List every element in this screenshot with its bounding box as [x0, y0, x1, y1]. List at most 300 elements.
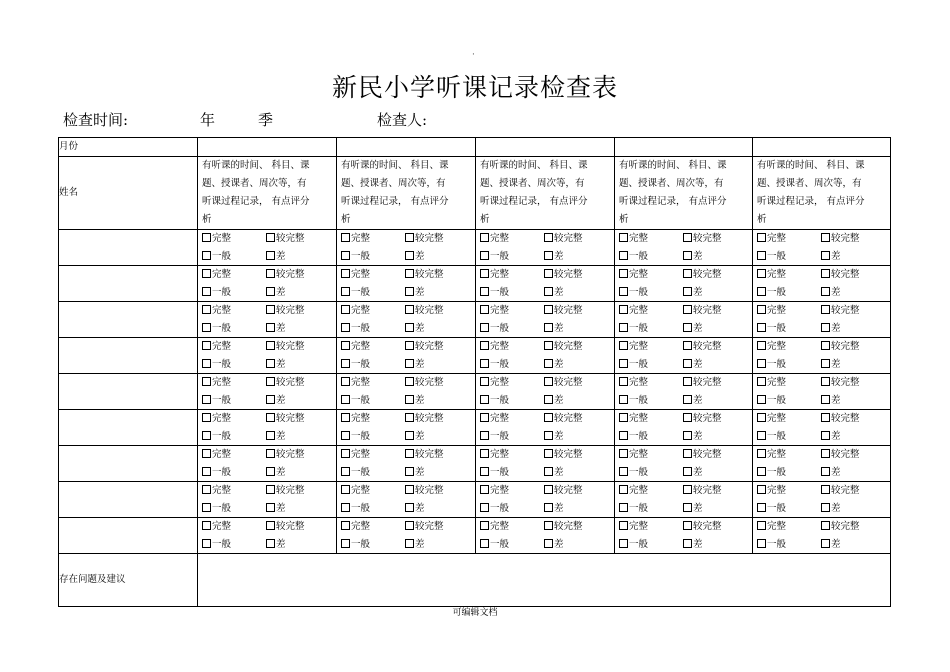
teacher-name-cell[interactable]	[59, 446, 198, 482]
checkbox-icon[interactable]	[405, 413, 414, 422]
checkbox-icon[interactable]	[757, 269, 766, 278]
checkbox-icon[interactable]	[266, 233, 275, 242]
complete-option[interactable]	[341, 446, 405, 464]
checkbox-icon[interactable]	[202, 485, 211, 494]
checkbox-icon[interactable]	[405, 521, 414, 530]
checkbox-icon[interactable]	[341, 341, 350, 350]
poor-option[interactable]	[821, 284, 841, 302]
checkbox-icon[interactable]	[405, 251, 414, 260]
complete-option[interactable]	[757, 338, 821, 356]
checkbox-icon[interactable]	[619, 251, 628, 260]
average-option[interactable]	[757, 284, 821, 302]
complete-option[interactable]	[202, 410, 266, 428]
fairly-complete-option[interactable]	[821, 518, 860, 536]
checkbox-icon[interactable]	[266, 521, 275, 530]
checkbox-icon[interactable]	[341, 467, 350, 476]
average-option[interactable]	[202, 248, 266, 266]
checkbox-icon[interactable]	[757, 287, 766, 296]
checkbox-icon[interactable]	[266, 341, 275, 350]
checkbox-icon[interactable]	[683, 305, 692, 314]
average-option[interactable]	[757, 392, 821, 410]
fairly-complete-option[interactable]	[266, 266, 305, 284]
checkbox-icon[interactable]	[683, 467, 692, 476]
checkbox-icon[interactable]	[544, 359, 553, 368]
average-option[interactable]	[757, 536, 821, 554]
checkbox-icon[interactable]	[544, 467, 553, 476]
fairly-complete-option[interactable]	[266, 338, 305, 356]
checkbox-icon[interactable]	[405, 467, 414, 476]
fairly-complete-option[interactable]	[683, 302, 722, 320]
checkbox-icon[interactable]	[341, 521, 350, 530]
checkbox-icon[interactable]	[757, 359, 766, 368]
poor-option[interactable]	[821, 500, 841, 518]
checkbox-icon[interactable]	[480, 449, 489, 458]
checkbox-icon[interactable]	[266, 377, 275, 386]
checkbox-icon[interactable]	[341, 305, 350, 314]
teacher-name-cell[interactable]	[59, 410, 198, 446]
checkbox-icon[interactable]	[619, 395, 628, 404]
checkbox-icon[interactable]	[619, 305, 628, 314]
complete-option[interactable]	[619, 266, 683, 284]
checkbox-icon[interactable]	[480, 305, 489, 314]
checkbox-icon[interactable]	[202, 431, 211, 440]
checkbox-icon[interactable]	[757, 485, 766, 494]
fairly-complete-option[interactable]	[683, 482, 722, 500]
complete-option[interactable]	[341, 338, 405, 356]
complete-option[interactable]	[757, 374, 821, 392]
poor-option[interactable]	[544, 536, 564, 554]
complete-option[interactable]	[341, 410, 405, 428]
average-option[interactable]	[757, 248, 821, 266]
average-option[interactable]	[619, 428, 683, 446]
average-option[interactable]	[341, 428, 405, 446]
checkbox-icon[interactable]	[683, 233, 692, 242]
checkbox-icon[interactable]	[202, 539, 211, 548]
checkbox-icon[interactable]	[266, 485, 275, 494]
checkbox-icon[interactable]	[341, 503, 350, 512]
checkbox-icon[interactable]	[480, 269, 489, 278]
poor-option[interactable]	[683, 248, 703, 266]
fairly-complete-option[interactable]	[405, 482, 444, 500]
fairly-complete-option[interactable]	[405, 374, 444, 392]
checkbox-icon[interactable]	[544, 395, 553, 404]
complete-option[interactable]	[757, 302, 821, 320]
checkbox-icon[interactable]	[341, 413, 350, 422]
fairly-complete-option[interactable]	[821, 302, 860, 320]
checkbox-icon[interactable]	[405, 359, 414, 368]
checkbox-icon[interactable]	[480, 359, 489, 368]
checkbox-icon[interactable]	[202, 449, 211, 458]
checkbox-icon[interactable]	[480, 431, 489, 440]
average-option[interactable]	[202, 536, 266, 554]
checkbox-icon[interactable]	[341, 431, 350, 440]
average-option[interactable]	[619, 356, 683, 374]
checkbox-icon[interactable]	[683, 395, 692, 404]
fairly-complete-option[interactable]	[821, 374, 860, 392]
checkbox-icon[interactable]	[619, 233, 628, 242]
checkbox-icon[interactable]	[544, 485, 553, 494]
checkbox-icon[interactable]	[405, 377, 414, 386]
checkbox-icon[interactable]	[341, 269, 350, 278]
poor-option[interactable]	[544, 284, 564, 302]
checkbox-icon[interactable]	[480, 341, 489, 350]
checkbox-icon[interactable]	[405, 395, 414, 404]
checkbox-icon[interactable]	[266, 431, 275, 440]
month-cell[interactable]	[753, 138, 891, 157]
poor-option[interactable]	[683, 500, 703, 518]
checkbox-icon[interactable]	[683, 539, 692, 548]
checkbox-icon[interactable]	[480, 323, 489, 332]
complete-option[interactable]	[619, 230, 683, 248]
poor-option[interactable]	[405, 248, 425, 266]
checkbox-icon[interactable]	[341, 485, 350, 494]
fairly-complete-option[interactable]	[405, 302, 444, 320]
checkbox-icon[interactable]	[619, 323, 628, 332]
average-option[interactable]	[619, 320, 683, 338]
average-option[interactable]	[480, 320, 544, 338]
checkbox-icon[interactable]	[480, 503, 489, 512]
checkbox-icon[interactable]	[266, 449, 275, 458]
checkbox-icon[interactable]	[821, 377, 830, 386]
average-option[interactable]	[480, 248, 544, 266]
fairly-complete-option[interactable]	[821, 338, 860, 356]
checkbox-icon[interactable]	[480, 233, 489, 242]
checkbox-icon[interactable]	[757, 431, 766, 440]
complete-option[interactable]	[480, 446, 544, 464]
poor-option[interactable]	[544, 464, 564, 482]
checkbox-icon[interactable]	[480, 251, 489, 260]
average-option[interactable]	[202, 500, 266, 518]
checkbox-icon[interactable]	[544, 269, 553, 278]
checkbox-icon[interactable]	[405, 269, 414, 278]
checkbox-icon[interactable]	[757, 323, 766, 332]
checkbox-icon[interactable]	[202, 467, 211, 476]
fairly-complete-option[interactable]	[544, 266, 583, 284]
checkbox-icon[interactable]	[202, 377, 211, 386]
checkbox-icon[interactable]	[544, 377, 553, 386]
checkbox-icon[interactable]	[619, 467, 628, 476]
complete-option[interactable]	[619, 374, 683, 392]
average-option[interactable]	[202, 320, 266, 338]
poor-option[interactable]	[821, 392, 841, 410]
complete-option[interactable]	[619, 446, 683, 464]
checkbox-icon[interactable]	[757, 377, 766, 386]
teacher-name-cell[interactable]	[59, 518, 198, 554]
checkbox-icon[interactable]	[757, 413, 766, 422]
average-option[interactable]	[202, 464, 266, 482]
checkbox-icon[interactable]	[202, 323, 211, 332]
checkbox-icon[interactable]	[266, 395, 275, 404]
checkbox-icon[interactable]	[202, 521, 211, 530]
average-option[interactable]	[757, 320, 821, 338]
fairly-complete-option[interactable]	[683, 338, 722, 356]
checkbox-icon[interactable]	[619, 377, 628, 386]
complete-option[interactable]	[757, 410, 821, 428]
poor-option[interactable]	[544, 500, 564, 518]
fairly-complete-option[interactable]	[266, 518, 305, 536]
poor-option[interactable]	[544, 356, 564, 374]
fairly-complete-option[interactable]	[544, 482, 583, 500]
checkbox-icon[interactable]	[202, 341, 211, 350]
fairly-complete-option[interactable]	[544, 230, 583, 248]
checkbox-icon[interactable]	[544, 287, 553, 296]
poor-option[interactable]	[266, 248, 286, 266]
checkbox-icon[interactable]	[266, 269, 275, 278]
complete-option[interactable]	[202, 266, 266, 284]
checkbox-icon[interactable]	[266, 359, 275, 368]
poor-option[interactable]	[405, 536, 425, 554]
checkbox-icon[interactable]	[341, 359, 350, 368]
fairly-complete-option[interactable]	[683, 230, 722, 248]
average-option[interactable]	[341, 464, 405, 482]
fairly-complete-option[interactable]	[266, 482, 305, 500]
checkbox-icon[interactable]	[757, 539, 766, 548]
complete-option[interactable]	[619, 410, 683, 428]
checkbox-icon[interactable]	[202, 233, 211, 242]
poor-option[interactable]	[544, 428, 564, 446]
checkbox-icon[interactable]	[757, 305, 766, 314]
checkbox-icon[interactable]	[202, 503, 211, 512]
poor-option[interactable]	[266, 536, 286, 554]
complete-option[interactable]	[757, 230, 821, 248]
average-option[interactable]	[757, 428, 821, 446]
fairly-complete-option[interactable]	[821, 266, 860, 284]
fairly-complete-option[interactable]	[266, 374, 305, 392]
checkbox-icon[interactable]	[266, 251, 275, 260]
teacher-name-cell[interactable]	[59, 482, 198, 518]
average-option[interactable]	[619, 464, 683, 482]
checkbox-icon[interactable]	[821, 485, 830, 494]
month-cell[interactable]	[198, 138, 337, 157]
fairly-complete-option[interactable]	[266, 230, 305, 248]
teacher-name-cell[interactable]	[59, 374, 198, 410]
poor-option[interactable]	[821, 428, 841, 446]
poor-option[interactable]	[266, 284, 286, 302]
checkbox-icon[interactable]	[683, 377, 692, 386]
checkbox-icon[interactable]	[821, 323, 830, 332]
average-option[interactable]	[341, 356, 405, 374]
checkbox-icon[interactable]	[544, 341, 553, 350]
fairly-complete-option[interactable]	[405, 446, 444, 464]
poor-option[interactable]	[266, 392, 286, 410]
poor-option[interactable]	[683, 392, 703, 410]
checkbox-icon[interactable]	[821, 251, 830, 260]
month-cell[interactable]	[337, 138, 476, 157]
average-option[interactable]	[341, 248, 405, 266]
checkbox-icon[interactable]	[341, 233, 350, 242]
checkbox-icon[interactable]	[683, 251, 692, 260]
checkbox-icon[interactable]	[480, 413, 489, 422]
teacher-name-cell[interactable]	[59, 338, 198, 374]
checkbox-icon[interactable]	[683, 359, 692, 368]
average-option[interactable]	[757, 356, 821, 374]
checkbox-icon[interactable]	[405, 503, 414, 512]
complete-option[interactable]	[202, 302, 266, 320]
checkbox-icon[interactable]	[757, 467, 766, 476]
checkbox-icon[interactable]	[821, 521, 830, 530]
checkbox-icon[interactable]	[821, 305, 830, 314]
checkbox-icon[interactable]	[821, 287, 830, 296]
complete-option[interactable]	[619, 518, 683, 536]
poor-option[interactable]	[544, 248, 564, 266]
checkbox-icon[interactable]	[405, 323, 414, 332]
checkbox-icon[interactable]	[821, 431, 830, 440]
average-option[interactable]	[480, 284, 544, 302]
checkbox-icon[interactable]	[202, 287, 211, 296]
average-option[interactable]	[341, 536, 405, 554]
checkbox-icon[interactable]	[266, 539, 275, 548]
checkbox-icon[interactable]	[480, 521, 489, 530]
poor-option[interactable]	[266, 356, 286, 374]
checkbox-icon[interactable]	[683, 287, 692, 296]
checkbox-icon[interactable]	[544, 323, 553, 332]
poor-option[interactable]	[821, 320, 841, 338]
average-option[interactable]	[619, 536, 683, 554]
average-option[interactable]	[202, 428, 266, 446]
complete-option[interactable]	[480, 266, 544, 284]
poor-option[interactable]	[405, 392, 425, 410]
complete-option[interactable]	[202, 518, 266, 536]
checkbox-icon[interactable]	[821, 449, 830, 458]
fairly-complete-option[interactable]	[683, 518, 722, 536]
average-option[interactable]	[619, 284, 683, 302]
checkbox-icon[interactable]	[683, 413, 692, 422]
checkbox-icon[interactable]	[405, 539, 414, 548]
checkbox-icon[interactable]	[821, 395, 830, 404]
poor-option[interactable]	[683, 320, 703, 338]
complete-option[interactable]	[619, 482, 683, 500]
checkbox-icon[interactable]	[757, 341, 766, 350]
checkbox-icon[interactable]	[683, 323, 692, 332]
complete-option[interactable]	[757, 266, 821, 284]
checkbox-icon[interactable]	[821, 341, 830, 350]
poor-option[interactable]	[405, 320, 425, 338]
complete-option[interactable]	[757, 518, 821, 536]
checkbox-icon[interactable]	[619, 341, 628, 350]
poor-option[interactable]	[266, 428, 286, 446]
checkbox-icon[interactable]	[202, 413, 211, 422]
average-option[interactable]	[480, 428, 544, 446]
average-option[interactable]	[480, 464, 544, 482]
average-option[interactable]	[480, 392, 544, 410]
checkbox-icon[interactable]	[757, 503, 766, 512]
average-option[interactable]	[202, 392, 266, 410]
checkbox-icon[interactable]	[757, 251, 766, 260]
average-option[interactable]	[341, 500, 405, 518]
average-option[interactable]	[757, 464, 821, 482]
checkbox-icon[interactable]	[619, 521, 628, 530]
poor-option[interactable]	[683, 356, 703, 374]
complete-option[interactable]	[480, 518, 544, 536]
fairly-complete-option[interactable]	[266, 410, 305, 428]
month-cell[interactable]	[476, 138, 615, 157]
checkbox-icon[interactable]	[266, 305, 275, 314]
checkbox-icon[interactable]	[405, 305, 414, 314]
poor-option[interactable]	[544, 392, 564, 410]
checkbox-icon[interactable]	[683, 485, 692, 494]
checkbox-icon[interactable]	[619, 539, 628, 548]
poor-option[interactable]	[821, 536, 841, 554]
checkbox-icon[interactable]	[757, 521, 766, 530]
average-option[interactable]	[480, 500, 544, 518]
checkbox-icon[interactable]	[683, 431, 692, 440]
checkbox-icon[interactable]	[202, 395, 211, 404]
average-option[interactable]	[341, 320, 405, 338]
checkbox-icon[interactable]	[683, 503, 692, 512]
average-option[interactable]	[619, 392, 683, 410]
checkbox-icon[interactable]	[202, 269, 211, 278]
checkbox-icon[interactable]	[405, 287, 414, 296]
checkbox-icon[interactable]	[757, 233, 766, 242]
fairly-complete-option[interactable]	[683, 410, 722, 428]
complete-option[interactable]	[480, 302, 544, 320]
complete-option[interactable]	[341, 374, 405, 392]
checkbox-icon[interactable]	[544, 503, 553, 512]
average-option[interactable]	[341, 392, 405, 410]
fairly-complete-option[interactable]	[821, 410, 860, 428]
poor-option[interactable]	[821, 248, 841, 266]
average-option[interactable]	[341, 284, 405, 302]
checkbox-icon[interactable]	[821, 539, 830, 548]
checkbox-icon[interactable]	[544, 233, 553, 242]
fairly-complete-option[interactable]	[683, 374, 722, 392]
average-option[interactable]	[202, 356, 266, 374]
poor-option[interactable]	[821, 464, 841, 482]
checkbox-icon[interactable]	[683, 449, 692, 458]
checkbox-icon[interactable]	[480, 395, 489, 404]
checkbox-icon[interactable]	[619, 431, 628, 440]
checkbox-icon[interactable]	[266, 467, 275, 476]
fairly-complete-option[interactable]	[821, 482, 860, 500]
complete-option[interactable]	[202, 446, 266, 464]
complete-option[interactable]	[341, 518, 405, 536]
complete-option[interactable]	[202, 482, 266, 500]
complete-option[interactable]	[341, 482, 405, 500]
teacher-name-cell[interactable]	[59, 266, 198, 302]
complete-option[interactable]	[202, 374, 266, 392]
fairly-complete-option[interactable]	[544, 374, 583, 392]
checkbox-icon[interactable]	[544, 305, 553, 314]
average-option[interactable]	[480, 356, 544, 374]
fairly-complete-option[interactable]	[405, 410, 444, 428]
checkbox-icon[interactable]	[821, 467, 830, 476]
average-option[interactable]	[619, 500, 683, 518]
fairly-complete-option[interactable]	[683, 266, 722, 284]
average-option[interactable]	[619, 248, 683, 266]
checkbox-icon[interactable]	[821, 233, 830, 242]
month-cell[interactable]	[615, 138, 753, 157]
checkbox-icon[interactable]	[544, 251, 553, 260]
checkbox-icon[interactable]	[619, 485, 628, 494]
checkbox-icon[interactable]	[544, 521, 553, 530]
checkbox-icon[interactable]	[480, 287, 489, 296]
fairly-complete-option[interactable]	[821, 446, 860, 464]
checkbox-icon[interactable]	[480, 485, 489, 494]
suggestions-field[interactable]	[198, 554, 891, 607]
fairly-complete-option[interactable]	[405, 518, 444, 536]
poor-option[interactable]	[683, 464, 703, 482]
complete-option[interactable]	[480, 482, 544, 500]
checkbox-icon[interactable]	[619, 269, 628, 278]
checkbox-icon[interactable]	[405, 233, 414, 242]
poor-option[interactable]	[266, 464, 286, 482]
complete-option[interactable]	[619, 338, 683, 356]
checkbox-icon[interactable]	[266, 503, 275, 512]
checkbox-icon[interactable]	[757, 449, 766, 458]
fairly-complete-option[interactable]	[405, 338, 444, 356]
poor-option[interactable]	[266, 320, 286, 338]
teacher-name-cell[interactable]	[59, 302, 198, 338]
